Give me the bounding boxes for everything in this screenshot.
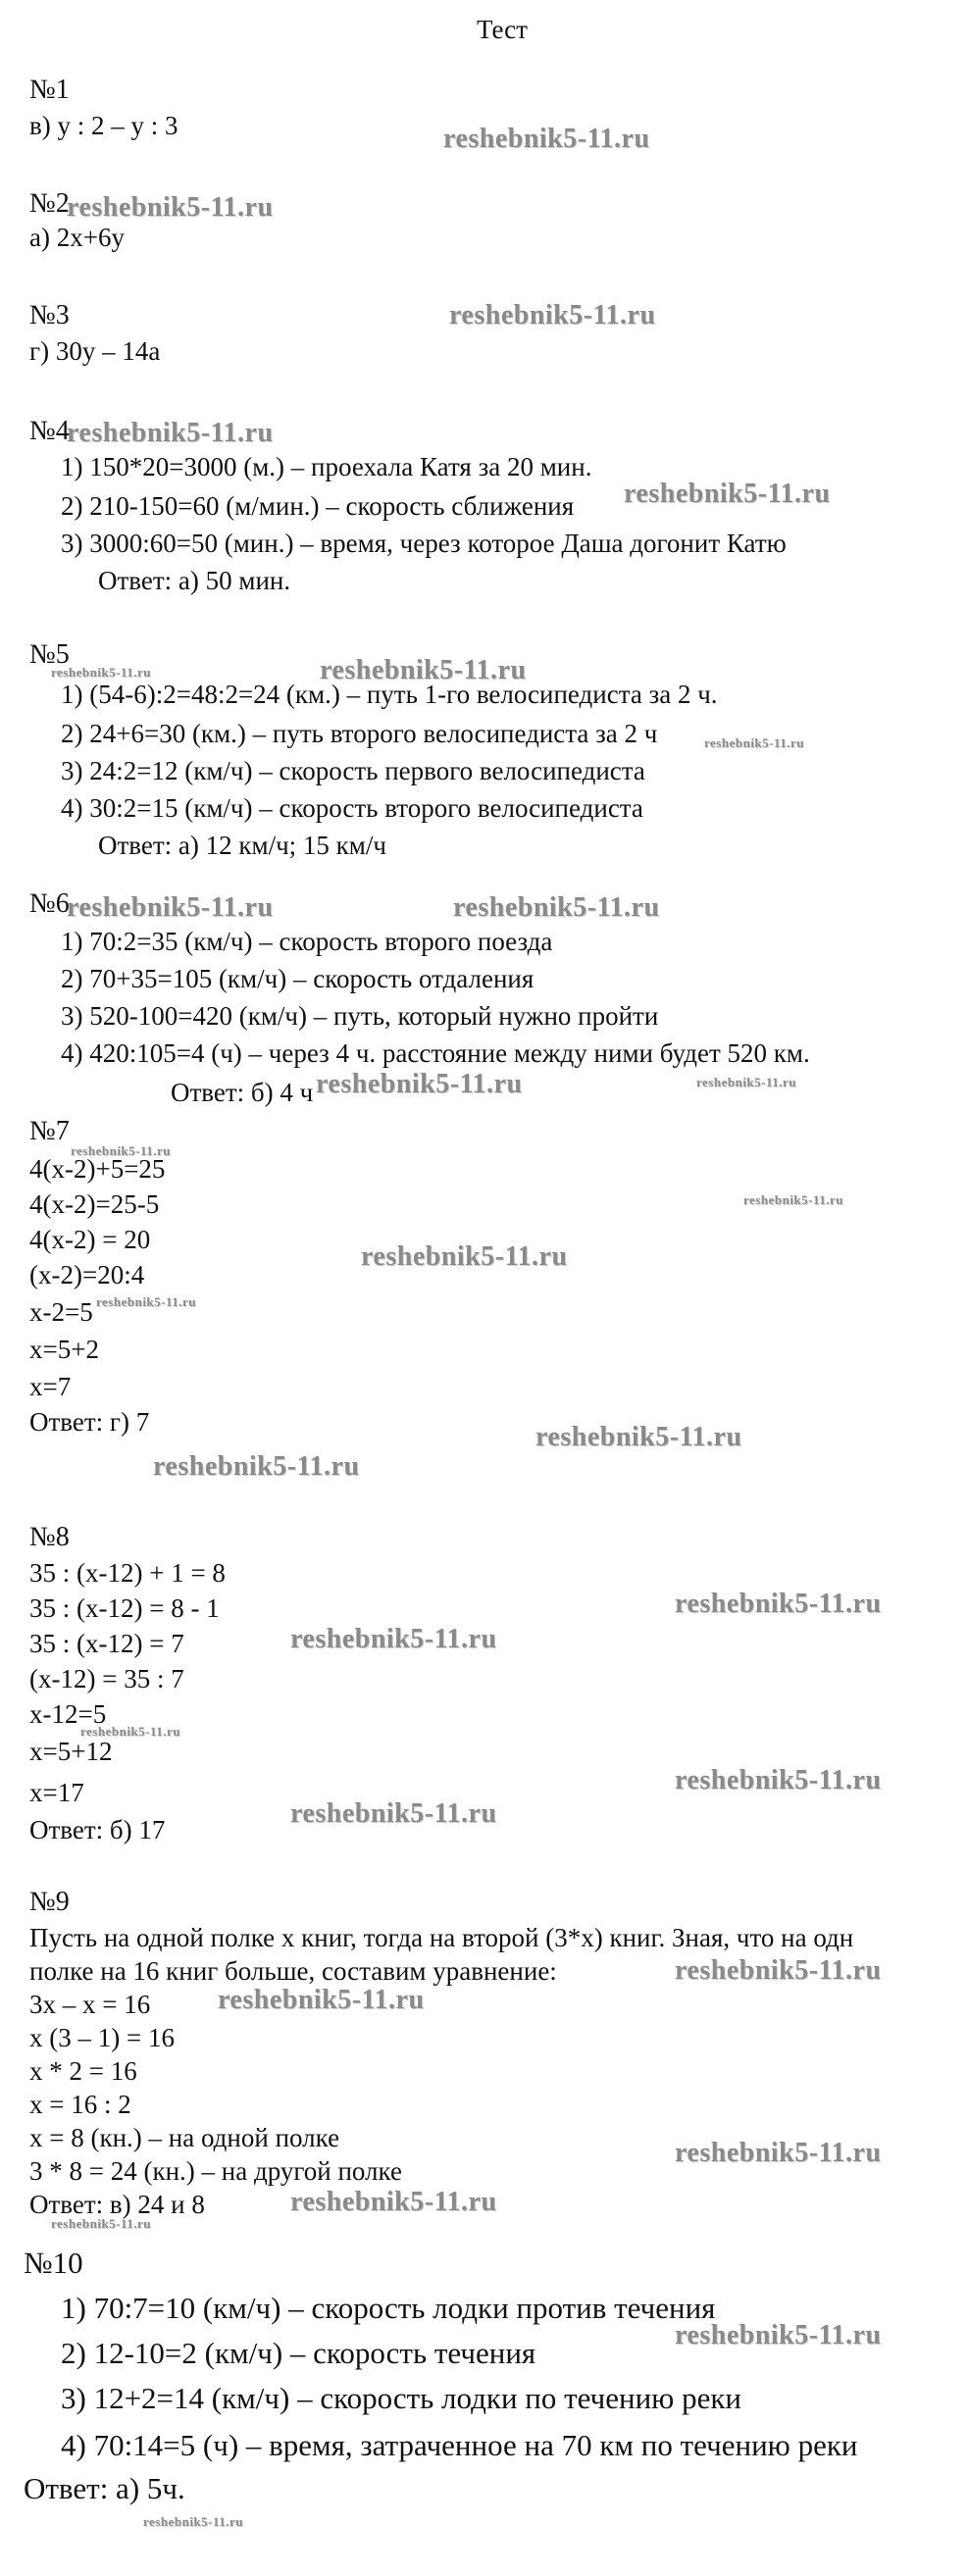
watermark: reshebnik5-11.ru xyxy=(675,1589,882,1619)
watermark: reshebnik5-11.ru xyxy=(290,2187,497,2217)
task-9-line-2: х (3 – 1) = 16 xyxy=(29,2023,175,2052)
task-7-line-7: х=7 xyxy=(29,1372,72,1401)
watermark: reshebnik5-11.ru xyxy=(316,1069,523,1099)
task-9-text-line-2: полке на 16 книг больше, составим уравнение: xyxy=(29,1956,557,1986)
watermark: reshebnik5-11.ru xyxy=(67,192,274,223)
task-6-step-3: 3) 520-100=420 (км/ч) – путь, который нужно пройти xyxy=(61,1001,659,1031)
task-7-line-4: (х-2)=20:4 xyxy=(29,1260,145,1289)
watermark: reshebnik5-11.ru xyxy=(67,892,274,923)
watermark: reshebnik5-11.ru xyxy=(449,300,656,330)
task-8-line-4: (х-12) = 35 : 7 xyxy=(29,1664,184,1693)
task-7-line-1: 4(х-2)+5=25 xyxy=(29,1154,166,1184)
watermark: reshebnik5-11.ru xyxy=(443,124,650,154)
task-6-answer: Ответ: б) 4 ч xyxy=(171,1078,314,1107)
task-5-step-2: 2) 24+6=30 (км.) – путь второго велосипедиста за 2 ч xyxy=(61,719,658,748)
task-5-number: №5 xyxy=(29,639,70,670)
watermark: reshebnik5-11.ru xyxy=(96,1294,197,1309)
task-1-answer: в) у : 2 – у : 3 xyxy=(29,111,178,140)
watermark: reshebnik5-11.ru xyxy=(143,2514,244,2529)
task-7-answer: Ответ: г) 7 xyxy=(29,1407,150,1437)
task-10-step-4: 4) 70:14=5 (ч) – время, затраченное на 70 км по течению реки xyxy=(61,2428,858,2462)
task-5-step-4: 4) 30:2=15 (км/ч) – скорость второго велосипедиста xyxy=(61,793,643,823)
task-8-line-5: х-12=5 xyxy=(29,1699,107,1729)
task-7-line-6: х=5+2 xyxy=(29,1335,99,1364)
task-9-number: №9 xyxy=(29,1887,70,1917)
watermark: reshebnik5-11.ru xyxy=(675,2320,882,2350)
task-1-number: №1 xyxy=(29,75,70,105)
watermark: reshebnik5-11.ru xyxy=(696,1075,797,1089)
watermark: reshebnik5-11.ru xyxy=(153,1451,360,1482)
task-9-line-1: 3х – х = 16 xyxy=(29,1990,151,2019)
task-2-answer: а) 2х+6у xyxy=(29,223,125,252)
task-4-number: №4 xyxy=(29,416,70,446)
task-6-step-1: 1) 70:2=35 (км/ч) – скорость второго поезда xyxy=(61,927,553,956)
task-8-number: №8 xyxy=(29,1522,70,1552)
watermark: reshebnik5-11.ru xyxy=(361,1241,568,1272)
task-7-line-2: 4(х-2)=25-5 xyxy=(29,1189,160,1219)
task-9-text-line-1: Пусть на одной полке х книг, тогда на второй (3*х) книг. Зная, что на одн xyxy=(29,1923,854,1952)
watermark: reshebnik5-11.ru xyxy=(675,1765,882,1795)
watermark: reshebnik5-11.ru xyxy=(67,418,274,448)
watermark: reshebnik5-11.ru xyxy=(290,1798,497,1829)
task-9-line-5: х = 8 (кн.) – на одной полке xyxy=(29,2123,340,2152)
page-title: Тест xyxy=(477,15,528,44)
task-8-line-6: х=5+12 xyxy=(29,1737,113,1766)
task-9-line-6: 3 * 8 = 24 (кн.) – на другой полке xyxy=(29,2156,402,2186)
watermark: reshebnik5-11.ru xyxy=(71,1143,172,1158)
watermark: reshebnik5-11.ru xyxy=(290,1624,497,1654)
task-4-step-1: 1) 150*20=3000 (м.) – проехала Катя за 20 мин. xyxy=(61,452,592,481)
task-3-number: №3 xyxy=(29,300,70,330)
task-10-step-1: 1) 70:7=10 (км/ч) – скорость лодки против течения xyxy=(61,2291,716,2325)
watermark: reshebnik5-11.ru xyxy=(675,1955,882,1986)
task-8-line-1: 35 : (х-12) + 1 = 8 xyxy=(29,1558,226,1588)
task-10-step-2: 2) 12-10=2 (км/ч) – скорость течения xyxy=(61,2336,536,2370)
task-4-answer: Ответ: а) 50 мин. xyxy=(98,566,291,595)
task-8-line-7: х=17 xyxy=(29,1778,84,1807)
watermark: reshebnik5-11.ru xyxy=(51,2216,152,2231)
watermark: reshebnik5-11.ru xyxy=(80,1724,181,1739)
watermark: reshebnik5-11.ru xyxy=(320,655,527,685)
watermark: reshebnik5-11.ru xyxy=(743,1192,844,1207)
task-8-line-3: 35 : (х-12) = 7 xyxy=(29,1629,184,1658)
task-3-answer: г) 30у – 14а xyxy=(29,336,161,366)
task-5-step-1: 1) (54-6):2=48:2=24 (км.) – путь 1-го велосипедиста за 2 ч. xyxy=(61,680,718,709)
task-7-line-3: 4(х-2) = 20 xyxy=(29,1225,151,1254)
task-10-step-3: 3) 12+2=14 (км/ч) – скорость лодки по течению реки xyxy=(61,2381,742,2415)
task-8-line-2: 35 : (х-12) = 8 - 1 xyxy=(29,1593,220,1623)
task-8-answer: Ответ: б) 17 xyxy=(29,1815,166,1844)
task-5-answer: Ответ: а) 12 км/ч; 15 км/ч xyxy=(98,831,386,860)
task-6-step-4: 4) 420:105=4 (ч) – через 4 ч. расстояние между ними будет 520 км. xyxy=(61,1038,810,1068)
watermark: reshebnik5-11.ru xyxy=(704,735,805,750)
task-5-step-3: 3) 24:2=12 (км/ч) – скорость первого велосипедиста xyxy=(61,756,645,785)
task-9-answer: Ответ: в) 24 и 8 xyxy=(29,2190,205,2219)
task-6-number: №6 xyxy=(29,888,70,919)
watermark: reshebnik5-11.ru xyxy=(535,1422,742,1452)
watermark: reshebnik5-11.ru xyxy=(624,479,831,509)
task-10-answer: Ответ: а) 5ч. xyxy=(24,2471,185,2505)
watermark: reshebnik5-11.ru xyxy=(453,892,660,923)
task-7-line-5: х-2=5 xyxy=(29,1297,93,1327)
task-2-number: №2 xyxy=(29,188,70,219)
watermark: reshebnik5-11.ru xyxy=(51,665,152,680)
task-9-line-3: х * 2 = 16 xyxy=(29,2056,137,2086)
watermark: reshebnik5-11.ru xyxy=(218,1985,425,2015)
task-4-step-3: 3) 3000:60=50 (мин.) – время, через которое Даша догонит Катю xyxy=(61,529,787,558)
task-9-line-4: х = 16 : 2 xyxy=(29,2090,131,2119)
watermark: reshebnik5-11.ru xyxy=(675,2138,882,2168)
task-6-step-2: 2) 70+35=105 (км/ч) – скорость отдаления xyxy=(61,964,534,993)
task-10-number: №10 xyxy=(24,2246,83,2280)
task-4-step-2: 2) 210-150=60 (м/мин.) – скорость сближения xyxy=(61,491,575,521)
task-7-number: №7 xyxy=(29,1116,70,1146)
